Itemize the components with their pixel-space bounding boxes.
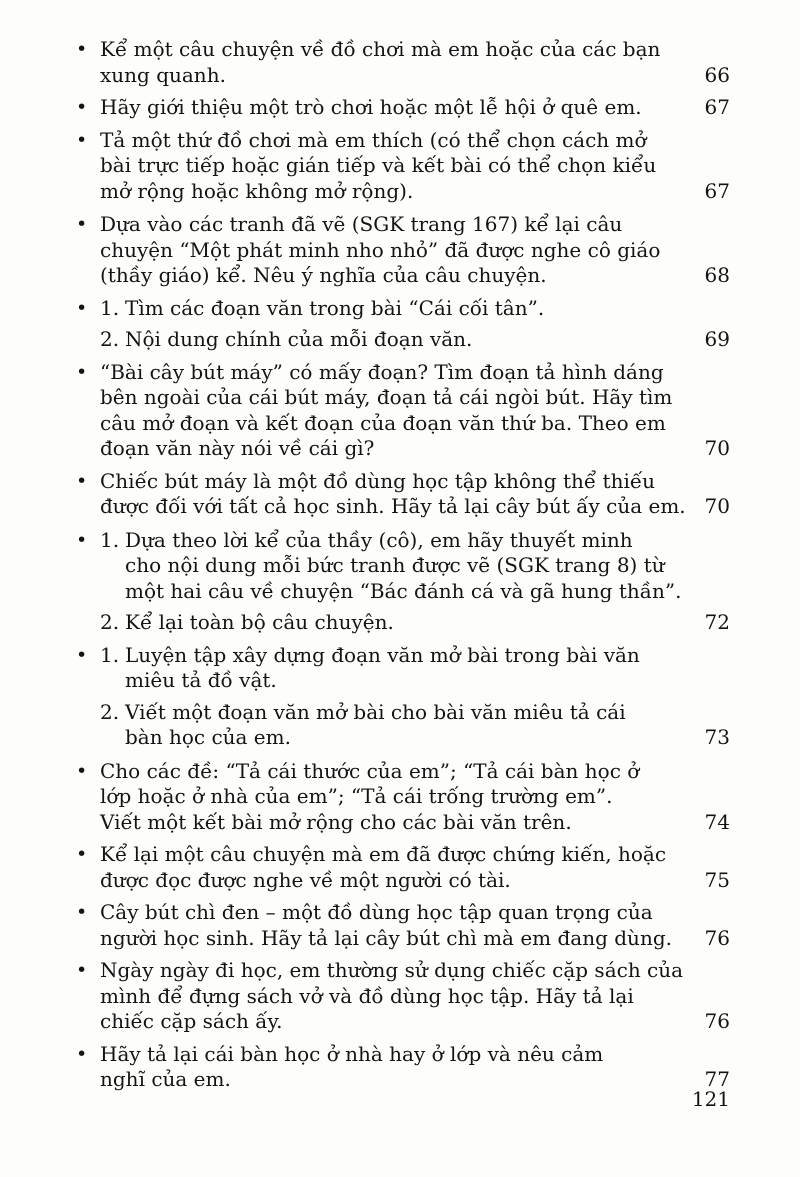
toc-subitem (100, 700, 730, 751)
toc-entry-line: Hãy giới thiệu một trò chơi hoặc một lễ hội ở quê em. (100, 95, 642, 119)
toc-subitem (100, 327, 730, 353)
toc-page-number: 70 (704, 494, 730, 518)
toc-entry (76, 759, 730, 836)
toc-entry (76, 842, 730, 893)
toc-page-number: 76 (704, 1009, 730, 1033)
toc-page-number: 74 (704, 809, 730, 834)
toc-subitem-text (125, 296, 730, 322)
toc-entry-line: bên ngoài của cái bút máy, đoạn tả cái ngòi bút. Hãy tìm (100, 385, 673, 409)
toc-entry-line: mình để đựng sách vở và đồ dùng học tập. Hãy tả lại (100, 983, 634, 1008)
bullet-icon: • (76, 469, 88, 492)
toc-entry-line: Cho các đề: “Tả cái thước của em”; “Tả cái bàn học ở (100, 758, 640, 783)
toc-entry (76, 212, 730, 289)
toc-entry-line: chuyện “Một phát minh nho nhỏ” đã được nghe cô giáo (100, 237, 661, 262)
toc-subitem-number: 2. (100, 699, 120, 724)
toc-page-number: 75 (704, 867, 730, 892)
toc-entry (76, 360, 730, 462)
toc-entry-text (100, 469, 730, 520)
toc-subitem (100, 610, 730, 636)
toc-subitem-number: 2. (100, 610, 120, 634)
toc-entry-line: cho nội dung mỗi bức tranh được vẽ (SGK trang 8) từ (125, 553, 665, 577)
toc-page-number: 76 (704, 925, 730, 950)
toc-entry-line: mở rộng hoặc không mở rộng). (100, 178, 414, 203)
toc-entry-line: Kể một câu chuyện về đồ chơi mà em hoặc của các bạn (100, 37, 661, 61)
toc-entry-text (100, 759, 730, 836)
toc-entry-text (100, 128, 730, 205)
toc-entry-text (100, 1042, 730, 1093)
toc-page-number: 69 (704, 327, 730, 351)
toc-entry-line: câu mở đoạn và kết đoạn của đoạn văn thứ ba. Theo em (100, 410, 666, 435)
toc-entry-line: “Bài cây bút máy” có mấy đoạn? Tìm đoạn tả hình dáng (100, 359, 664, 384)
toc-entry-text (100, 900, 730, 951)
toc-entry-line: Kể lại toàn bộ câu chuyện. (125, 610, 394, 634)
table-of-contents (76, 37, 730, 1093)
toc-page-number: 67 (704, 95, 730, 119)
toc-entry-text (100, 360, 730, 462)
toc-entry (76, 37, 730, 88)
toc-entry-line: được đọc được nghe về một người có tài. (100, 867, 511, 892)
bullet-icon: • (76, 843, 88, 865)
toc-entry-text (100, 95, 730, 121)
bullet-icon: • (76, 96, 88, 118)
toc-subitem (100, 296, 730, 322)
toc-subitem-text (125, 327, 730, 353)
toc-entry (76, 469, 730, 520)
bullet-icon: • (76, 213, 88, 235)
toc-page-number: 68 (704, 263, 730, 287)
toc-entry-line: Chiếc bút máy là một đồ dùng học tập không thể thiếu (100, 468, 656, 493)
toc-entry-line: Viết một kết bài mở rộng cho các bài văn trên. (100, 809, 572, 834)
toc-entry-line: được đối với tất cả học sinh. Hãy tả lại cây bút ấy của em. (100, 494, 686, 518)
toc-entry-line: Hãy tả lại cái bàn học ở nhà hay ở lớp và nêu cảm (100, 1041, 604, 1066)
toc-entry-line: Nội dung chính của mỗi đoạn văn. (125, 327, 473, 351)
toc-page-number: 66 (704, 62, 730, 87)
toc-entry-line: người học sinh. Hãy tả lại cây bút chì mà em đang dùng. (100, 925, 672, 950)
toc-subitem-number: 2. (100, 327, 120, 351)
bullet-icon: • (76, 528, 88, 551)
toc-entry-line: Luyện tập xây dựng đoạn văn mở bài trong bài văn (125, 642, 640, 667)
bullet-icon: • (76, 643, 88, 666)
toc-entry-line: miêu tả đồ vật. (125, 668, 277, 692)
toc-entry (76, 95, 730, 121)
toc-entry-text (100, 958, 730, 1035)
toc-subitem-number: 1. (100, 642, 120, 667)
page-number-footer: 121 (691, 1087, 730, 1111)
toc-page-number: 70 (704, 436, 730, 460)
toc-entry-text (100, 296, 730, 353)
toc-entry-line: Tìm các đoạn văn trong bài “Cái cối tân”. (125, 295, 545, 320)
toc-entry-line: Viết một đoạn văn mở bài cho bài văn miêu tả cái (125, 699, 626, 724)
toc-entry-line: xung quanh. (100, 62, 226, 87)
toc-entry-line: Dựa theo lời kể của thầy (cô), em hãy thuyết minh (125, 527, 633, 552)
toc-entry-line: Ngày ngày đi học, em thường sử dụng chiếc cặp sách của (100, 958, 684, 982)
toc-entry-line: (thầy giáo) kể. Nêu ý nghĩa của câu chuyện. (100, 263, 547, 287)
toc-entry (76, 528, 730, 636)
toc-entry-line: đoạn văn này nói về cái gì? (100, 436, 375, 460)
toc-entry-text (100, 528, 730, 636)
toc-entry (76, 900, 730, 951)
toc-entry-line: bàn học của em. (125, 725, 291, 749)
toc-subitem-number: 1. (100, 527, 120, 552)
toc-page-number: 73 (704, 725, 730, 749)
toc-entry (76, 1042, 730, 1093)
bullet-icon: • (76, 296, 88, 319)
toc-entry-line: Dựa vào các tranh đã vẽ (SGK trang 167) kể lại câu (100, 212, 623, 236)
toc-page-number: 77 (704, 1067, 730, 1091)
bullet-icon: • (76, 360, 88, 383)
toc-entry (76, 643, 730, 751)
toc-entry-text (100, 37, 730, 88)
toc-entry-line: nghĩ của em. (100, 1067, 231, 1091)
toc-entry-line: chiếc cặp sách ấy. (100, 1009, 283, 1033)
toc-entry-text (100, 212, 730, 289)
bullet-icon: • (76, 959, 88, 981)
toc-entry-line: lớp hoặc ở nhà của em”; “Tả cái trống trường em”. (100, 784, 613, 808)
toc-subitem-text (125, 528, 730, 605)
toc-page-number: 72 (704, 610, 730, 634)
toc-subitem-text (125, 643, 730, 694)
toc-entry-text (100, 643, 730, 751)
toc-entry-line: Tả một thứ đồ chơi mà em thích (có thể chọn cách mở (100, 127, 647, 152)
toc-entry-line: Cây bút chì đen – một đồ dùng học tập quan trọng của (100, 900, 653, 924)
toc-subitem-text (125, 610, 730, 636)
toc-entry (76, 128, 730, 205)
toc-entry (76, 296, 730, 353)
bullet-icon: • (76, 1042, 88, 1065)
toc-entry-line: một hai câu về chuyện “Bác đánh cá và gã hung thần”. (125, 578, 682, 603)
toc-entry-line: Kể lại một câu chuyện mà em đã được chứng kiến, hoặc (100, 842, 667, 866)
toc-subitem-number: 1. (100, 295, 120, 320)
bullet-icon: • (76, 759, 88, 782)
toc-page-number: 67 (704, 178, 730, 203)
toc-subitem (100, 643, 730, 694)
toc-entry-text (100, 842, 730, 893)
bullet-icon: • (76, 38, 88, 60)
bullet-icon: • (76, 901, 88, 923)
toc-subitem-text (125, 700, 730, 751)
toc-entry (76, 958, 730, 1035)
bullet-icon: • (76, 128, 88, 151)
toc-entry-line: bài trực tiếp hoặc gián tiếp và kết bài có thể chọn kiểu (100, 153, 657, 177)
toc-subitem (100, 528, 730, 605)
